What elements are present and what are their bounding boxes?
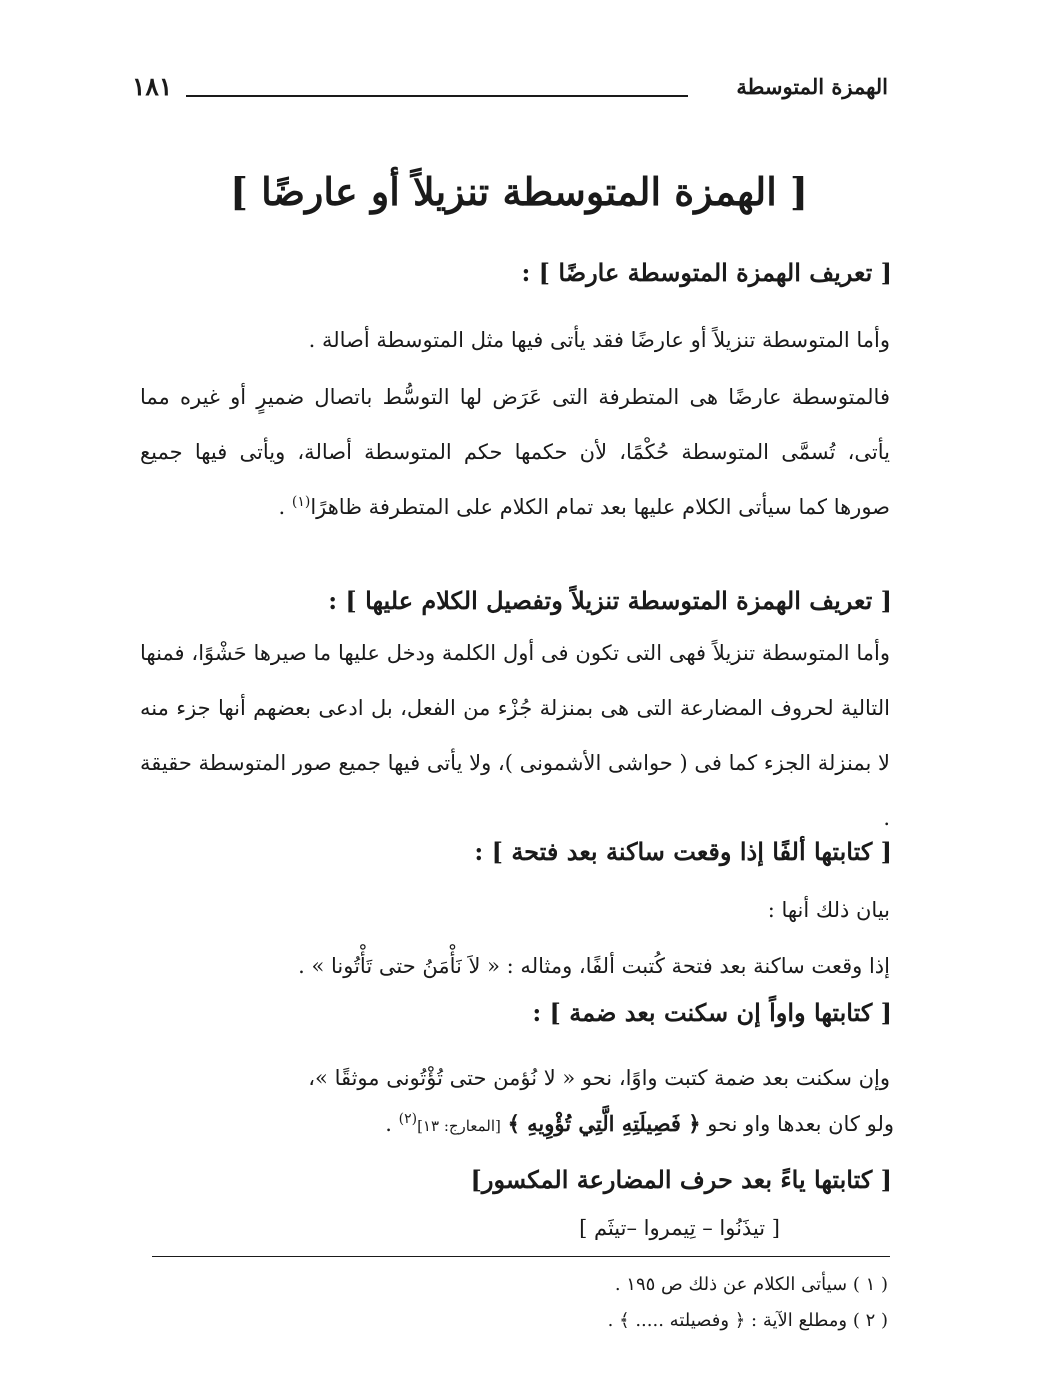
footnote-1: ( ١ ) سيأتى الكلام عن ذلك ص ١٩٥ .	[614, 1274, 888, 1295]
running-header	[132, 70, 888, 114]
section-3-line-1: بيان ذلك أنها :	[767, 898, 890, 922]
section-2-paragraph: وأما المتوسطة تنزيلاً فهى التى تكون فى أول الكلمة ودخل عليها ما صيرها حَشْوًا، فمنها التالية لحروف المضارعة التى هى بمنزلة جُزْء من الفعل، بل ادعى بعضهم أنها جزء منه لا بمنزلة الجزء كما فى ( حواشى الأشمونى )، ولا يأتى فيها جميع صور المتوسطة حقيقة .	[140, 641, 890, 830]
section-4-line-2-end: .	[385, 1112, 392, 1136]
footnote-rule	[152, 1256, 890, 1257]
section-heading-2: [ تعريف الهمزة المتوسطة تنزيلاً وتفصيل الكلام عليها ] :	[328, 586, 892, 615]
footnote-marker-2: (٢)	[398, 1111, 418, 1127]
section-1-intro: وأما المتوسطة تنزيلاً أو عارضًا فقد يأتى فيها مثل المتوسطة أصالة .	[308, 328, 890, 352]
section-5-subheading: [ تيذَنُوا – تِيمروا –تيثَم ]	[579, 1216, 780, 1240]
section-heading-3: [ كتابتها ألفًا إذا وقعت ساكنة بعد فتحة ] :	[474, 837, 892, 866]
verse-citation: [المعارج: ١٣]	[417, 1117, 501, 1135]
section-4-line-2	[385, 1106, 894, 1144]
section-1-paragraph-end: .	[278, 495, 286, 519]
section-heading-5: [ كتابتها ياءً بعد حرف المضارعة المكسور]	[470, 1165, 892, 1194]
section-3-line-2: إذا وقعت ساكنة بعد فتحة كُتبت ألفًا، ومثاله : « لاَ نَأْمَنُ حتى تَأْتُونا » .	[298, 954, 890, 978]
chapter-title: [ الهمزة المتوسطة تنزيلاً أو عارضًا ]	[229, 169, 809, 214]
section-heading-4: [ كتابتها واواً إن سكنت بعد ضمة ] :	[532, 998, 892, 1027]
section-1-paragraph-text: فالمتوسطة عارضًا هى المتطرفة التى عَرَض لها التوسُّط باتصال ضميرٍ أو غيره مما يأتى، تُسمَّى المتوسطة حُكْمًا، لأن حكمها حكم المتوسطة أصالة، ويأتى فيها جميع صورها كما سيأتى الكلام عليها بعد تمام الكلام على المتطرفة ظاهرًا	[140, 385, 890, 519]
section-1-paragraph	[140, 370, 890, 535]
page-number: ١٨١	[132, 72, 173, 101]
section-heading-1: [ تعريف الهمزة المتوسطة عارضًا ] :	[521, 258, 892, 287]
header-rule	[186, 95, 688, 97]
footnote-2: ( ٢ ) ومطلع الآية : ﴿ وفصيلته ..... ﴾ .	[607, 1310, 888, 1331]
section-4-line-1: وإن سكنت بعد ضمة كتبت واوًا، نحو « لا نُؤمن حتى تُؤْتُونى موثقًا »،	[308, 1066, 890, 1090]
quran-verse: ﴿ فَصِيلَتِهِ الَّتِي تُؤْوِيهِ ﴾	[507, 1111, 701, 1136]
running-title: الهمزة المتوسطة	[736, 74, 888, 99]
footnote-marker-1: (١)	[291, 494, 311, 510]
section-4-line-2-text: ولو كان بعدها واو نحو	[707, 1112, 894, 1136]
